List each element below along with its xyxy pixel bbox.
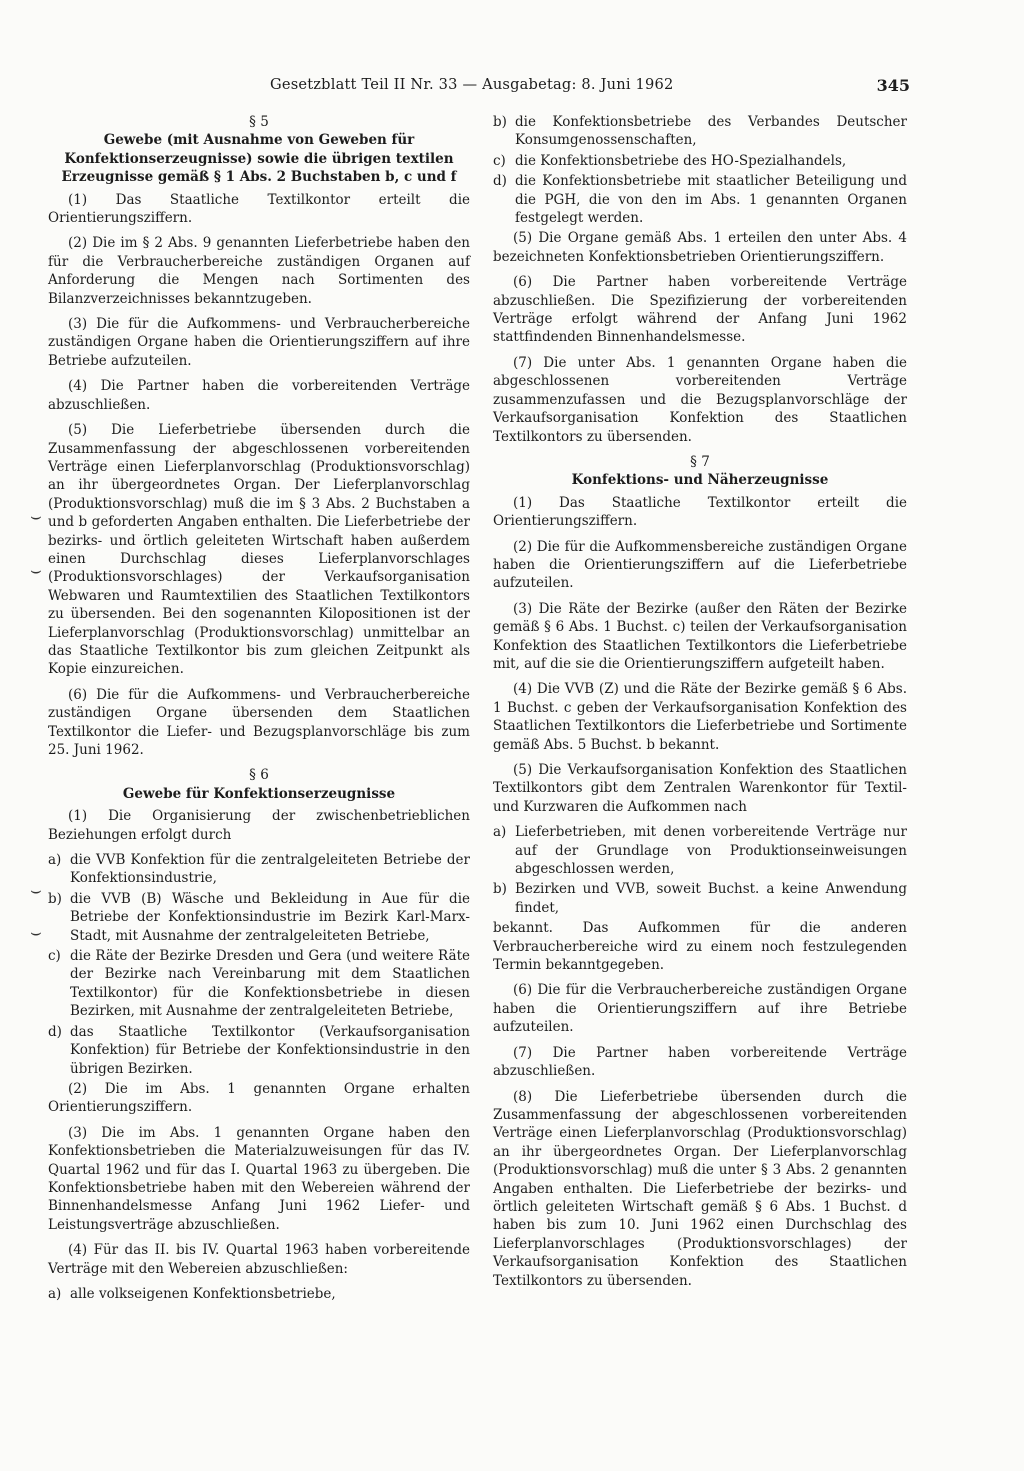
list-item-label: a) <box>48 852 62 869</box>
list-item-text: die Konfektionsbetriebe des Verbandes Deutscher Konsumgenossenschaften, <box>515 114 907 149</box>
page-header <box>270 76 950 100</box>
paragraph: (1) Das Staatliche Textilkontor erteilt die Orientierungsziffern. <box>48 191 470 227</box>
paragraph: (3) Die Räte der Bezirke (außer den Räten der Bezirke gemäß § 6 Abs. 1 Buchst. c) teilen der Verkaufsorganisation Konfektion des Staatlichen Textilkontors die Lieferbetriebe mit, auf die sie die Orientierungsziffern aufgeteilt haben. <box>493 600 907 672</box>
right-column <box>493 113 907 1297</box>
page-number: 345 <box>876 76 910 95</box>
paragraph: (5) Die Organe gemäß Abs. 1 erteilen den unter Abs. 4 bezeichneten Konfektionsbetrieben Orientierungsziffern. <box>493 230 907 265</box>
section-number: § 6 <box>249 767 269 784</box>
list-item-text: die VVB (B) Wäsche und Bekleidung in Aue für die Betriebe der Konfektionsindustrie im Bezirk Karl-Marx-Stadt, mit Ausnahme der zentralgeleiteten Betriebe, <box>70 890 470 944</box>
paragraph: (1) Die Organisierung der zwischenbetrieblichen Beziehungen erfolgt durch <box>48 808 470 843</box>
paragraph: (6) Die Partner haben vorbereitende Verträge abzuschließen. Die Spezifizierung der vorbereitenden Verträge erfolgt während der Anfang Juni 1962 stattfindenden Binnenhandelsmesse. <box>493 274 907 346</box>
gazette-title: Gesetzblatt Teil II Nr. 33 — Ausgabetag: 8. Juni 1962 <box>270 76 674 93</box>
paragraph: (7) Die Partner haben vorbereitende Verträge abzuschließen. <box>493 1044 907 1080</box>
list-item-text: Bezirken und VVB, soweit Buchst. a keine Anwendung findet, <box>515 881 907 916</box>
section-number: § 7 <box>690 453 710 470</box>
list-item <box>48 1285 470 1303</box>
list-item-text: Lieferbetrieben, mit denen vorbereitende Verträge nur auf der Grundlage von Produktionseinweisungen abgeschlossen werden, <box>515 824 907 878</box>
margin-tick-mark: ⌣ <box>30 880 42 901</box>
paragraph: (8) Die Lieferbetriebe übersenden durch die Zusammenfassung der abgeschlossenen vorbereitenden Verträge einen Lieferplanvorschlag (Produktionsvorschlag) an ihr übergeordnetes Organ. Der Lieferplanvorschlag (Produktionsvorschlag) muß die unter § 3 Abs. 2 genannten Angaben enthalten. Die Lieferbetriebe der bezirks- und örtlich geleiteten Wirtschaft gemäß § 6 Abs. 1 Buchst. d haben bis zum 10. Juni 1962 einen Durchschlag des Lieferplanvorschlages (Produktionsvorschlages) der Verkaufsorganisation Konfektion des Staatlichen Textilkontors zu übersenden. <box>493 1088 907 1289</box>
paragraph: (2) Die für die Aufkommensbereiche zuständigen Organe haben die Orientierungsziffern auf die Lieferbetriebe aufzuteilen. <box>493 538 907 592</box>
section-number: § 5 <box>249 114 269 130</box>
list-item <box>493 172 907 227</box>
list-item-label: a) <box>493 824 507 841</box>
list-item-label: c) <box>493 152 506 169</box>
paragraph: bekannt. Das Aufkommen für die anderen Verbraucherbereiche wird zu einem noch festzulegenden Termin bekanntgegeben. <box>493 920 907 974</box>
list-item-label: c) <box>48 948 61 965</box>
list-item <box>48 890 470 945</box>
paragraph: (6) Die für die Aufkommens- und Verbraucherbereiche zuständigen Organe übersenden dem Staatlichen Textilkontor die Liefer- und Bezugsplanvorschläge bis zum 25. Juni 1962. <box>48 686 470 758</box>
paragraph: (3) Die für die Aufkommens- und Verbraucherbereiche zuständigen Organe haben die Orientierungsziffern auf ihre Betriebe aufzuteilen. <box>48 316 470 369</box>
list-item <box>493 113 907 150</box>
list-item-label: b) <box>493 881 507 898</box>
list-item <box>493 880 907 917</box>
list-item-text: die Konfektionsbetriebe des HO-Spezialhandels, <box>515 152 847 169</box>
paragraph: (4) Die Partner haben die vorbereitenden Verträge abzuschließen. <box>48 378 470 413</box>
paragraph: (6) Die für die Verbraucherbereiche zuständigen Organe haben die Orientierungsziffern auf ihre Betriebe aufzuteilen. <box>493 982 907 1036</box>
paragraph: (5) Die Lieferbetriebe übersenden durch die Zusammenfassung der abgeschlossenen vorbereitenden Verträge einen Lieferplanvorschlag (Produktionsvorschlag) an ihr übergeordnetes Organ. Der Lieferplanvorschlag (Produktionsvorschlag) muß die im § 3 Abs. 2 Buchstaben a und b geforderten Angaben enthalten. Die Lieferbetriebe der bezirks- und örtlich geleiteten Wirtschaft haben außerdem einen Durchschlag dieses Lieferplanvorschlages (Produktionsvorschlages) der Verkaufsorganisation Webwaren und Raumtextilien des Staatlichen Textilkontors zu übersenden. Bei den sogenannten Kilopositionen ist der Lieferplanvorschlag (Produktionsvorschlag) unmittelbar an das Staatliche Textilkontor bis zum gleichen Zeitpunkt als Kopie einzureichen. <box>48 422 470 678</box>
list-item <box>493 823 907 878</box>
list-item <box>48 1023 470 1078</box>
list-item-label: a) <box>48 1285 62 1302</box>
list-item-text: die Konfektionsbetriebe mit staatlicher Beteiligung und die PGH, die von den im Abs. 1 genannten Organen festgelegt werden. <box>515 173 907 227</box>
paragraph: (5) Die Verkaufsorganisation Konfektion des Staatlichen Textilkontors gibt dem Zentralen Warenkontor für Textil- und Kurzwaren die Aufkommen nach <box>493 762 907 815</box>
list-item <box>48 947 470 1021</box>
left-column <box>48 113 470 1305</box>
section-heading: Gewebe (mit Ausnahme von Geweben für Konfektionserzeugnisse) sowie die übrigen textilen Erzeugnisse gemäß § 1 Abs. 2 Buchstaben b, c und f <box>61 132 457 186</box>
list-item-label: b) <box>48 890 62 907</box>
section-heading: Gewebe für Konfektionserzeugnisse <box>122 785 396 802</box>
list-item-text: die VVB Konfektion für die zentralgeleiteten Betriebe der Konfektionsindustrie, <box>70 852 470 887</box>
paragraph: (4) Für das II. bis IV. Quartal 1963 haben vorbereitende Verträge mit den Webereien abzuschließen: <box>48 1242 470 1277</box>
list-item <box>493 152 907 170</box>
list-item-label: b) <box>493 114 507 130</box>
list-item-text: alle volkseigenen Konfektionsbetriebe, <box>70 1285 336 1302</box>
list-item-text: das Staatliche Textilkontor (Verkaufsorganisation Konfektion) für Betriebe der Konfektionsindustrie in den übrigen Bezirken. <box>70 1023 470 1077</box>
paragraph: (7) Die unter Abs. 1 genannten Organe haben die abgeschlossenen vorbereitenden Verträge zusammenzufassen und die Bezugsplanvorschläge der Verkaufsorganisation Konfektion des Staatlichen Textilkontors zu übersenden. <box>493 354 907 445</box>
paragraph: (2) Die im Abs. 1 genannten Organe erhalten Orientierungsziffern. <box>48 1080 470 1116</box>
list-item <box>48 851 470 888</box>
paragraph: (1) Das Staatliche Textilkontor erteilt die Orientierungsziffern. <box>493 494 907 530</box>
section-heading: Konfektions- und Näherzeugnisse <box>571 472 829 489</box>
list-item-label: d) <box>48 1023 62 1040</box>
paragraph: (4) Die VVB (Z) und die Räte der Bezirke gemäß § 6 Abs. 1 Buchst. c geben der Verkaufsorganisation Konfektion des Staatlichen Textilkontors die Lieferbetriebe und Sortimente gemäß Abs. 5 Buchst. b bekannt. <box>493 681 907 753</box>
paragraph: (2) Die im § 2 Abs. 9 genannten Lieferbetriebe haben den für die Verbraucherbereiche zuständigen Organen auf Anforderung die Mengen nach Sortimenten des Bilanzverzeichnisses bekanntzugeben. <box>48 235 470 307</box>
list-item-label: d) <box>493 173 507 190</box>
margin-tick-mark: ⌣ <box>30 560 42 581</box>
paragraph: (3) Die im Abs. 1 genannten Organe haben den Konfektionsbetrieben die Materialzuweisungen für das IV. Quartal 1962 und für das I. Quartal 1963 zu übergeben. Die Konfektionsbetriebe haben mit den Webereien während der Binnenhandelsmesse Anfang Juni 1962 Liefer- und Leistungsverträge abzuschließen. <box>48 1124 470 1233</box>
margin-tick-mark: ⌣ <box>30 506 42 527</box>
margin-tick-mark: ⌣ <box>30 922 42 943</box>
list-item-text: die Räte der Bezirke Dresden und Gera (und weitere Räte der Bezirke nach Vereinbarung mit dem Staatlichen Textilkontor) für die Konfektionsbetriebe in diesen Bezirken, mit Ausnahme der zentralgeleiteten Betriebe, <box>70 948 470 1020</box>
